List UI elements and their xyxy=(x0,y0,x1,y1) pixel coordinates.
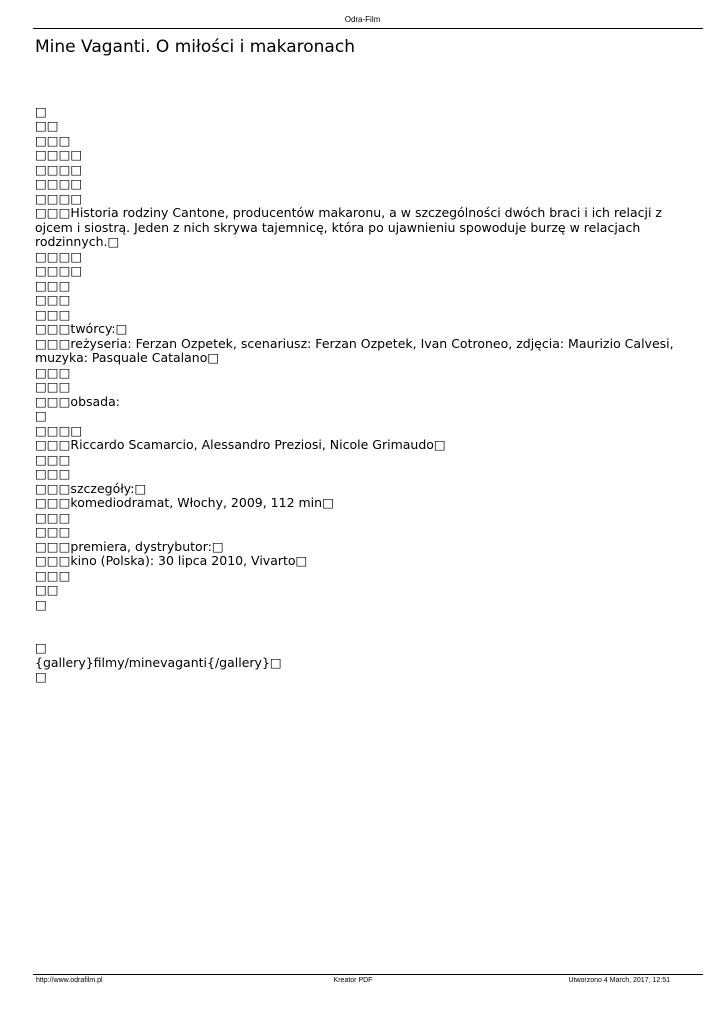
content-line xyxy=(35,612,675,627)
content-line: □□□ xyxy=(35,509,71,525)
content-line: □□□komediodramat, Włochy, 2009, 112 min□ xyxy=(35,495,334,510)
content-line: □□□ xyxy=(35,306,71,322)
article-body xyxy=(35,90,678,685)
content-line: □□□□ xyxy=(35,176,83,191)
content-line: □ xyxy=(35,103,47,119)
content-line: □□□Historia rodziny Cantone, producentów makaronu, a w szczególności dwóch braci i ich relacji z ojcem i siostrą. Jeden z nich skrywa tajemnicę, która po ujawnieniu spowoduje burzę w relacjach rodzinnych.□ xyxy=(35,205,666,249)
footer-url[interactable]: http://www.odrafilm.pl xyxy=(36,977,103,984)
content-line: □□□ xyxy=(35,451,71,467)
content-line: □□□□ xyxy=(35,147,83,162)
footer-created-date: Utworzono 4 March, 2017, 12:51 xyxy=(568,977,670,984)
page-title: Mine Vaganti. O miłości i makaronach xyxy=(35,37,355,57)
content-line: □□□ xyxy=(35,379,71,394)
content-line xyxy=(35,627,675,642)
content-line: □□ xyxy=(35,118,59,133)
content-line: □□□ xyxy=(35,567,71,583)
header-site-name: Odra-Film xyxy=(344,15,381,24)
footer-divider xyxy=(33,974,703,975)
content-line: □□□Riccardo Scamarcio, Alessandro Preziosi, Nicole Grimaudo□ xyxy=(35,437,446,452)
content-line: □□□kino (Polska): 30 lipca 2010, Vivarto□ xyxy=(35,553,308,568)
content-line: □□□□ xyxy=(35,248,83,264)
content-line: □ xyxy=(35,408,47,423)
content-line: {gallery}filmy/minevaganti{/gallery}□ xyxy=(35,654,282,670)
content-line: □□□□ xyxy=(35,422,83,438)
content-line: □□□ xyxy=(35,466,71,481)
content-line: □□□ xyxy=(35,132,71,148)
content-line: □□□ xyxy=(35,292,71,307)
content-line: □ xyxy=(35,640,47,655)
content-line: □□□□ xyxy=(35,161,83,177)
content-line xyxy=(35,90,675,105)
content-line: □ xyxy=(35,669,47,684)
content-line: □□ xyxy=(35,582,59,597)
content-line: □□□twórcy:□ xyxy=(35,321,128,336)
content-line: □□□□ xyxy=(35,263,83,278)
content-line: □□□reżyseria: Ferzan Ozpetek, scenariusz: Ferzan Ozpetek, Ivan Cotroneo, zdjęcia: Maurizio Calvesi, muzyka: Pasquale Catalano□ xyxy=(35,335,678,365)
content-line: □□□□ xyxy=(35,190,83,206)
content-line: □□□ xyxy=(35,524,71,539)
header-divider xyxy=(33,28,703,29)
content-line: □□□ xyxy=(35,364,71,380)
content-line: □□□szczegóły:□ xyxy=(35,480,147,496)
content-line: □□□premiera, dystrybutor:□ xyxy=(35,538,224,554)
content-line: □□□ xyxy=(35,277,71,293)
content-line: □□□obsada: xyxy=(35,393,120,409)
content-line: □ xyxy=(35,596,47,612)
footer-generator: Kreator PDF xyxy=(333,977,373,984)
